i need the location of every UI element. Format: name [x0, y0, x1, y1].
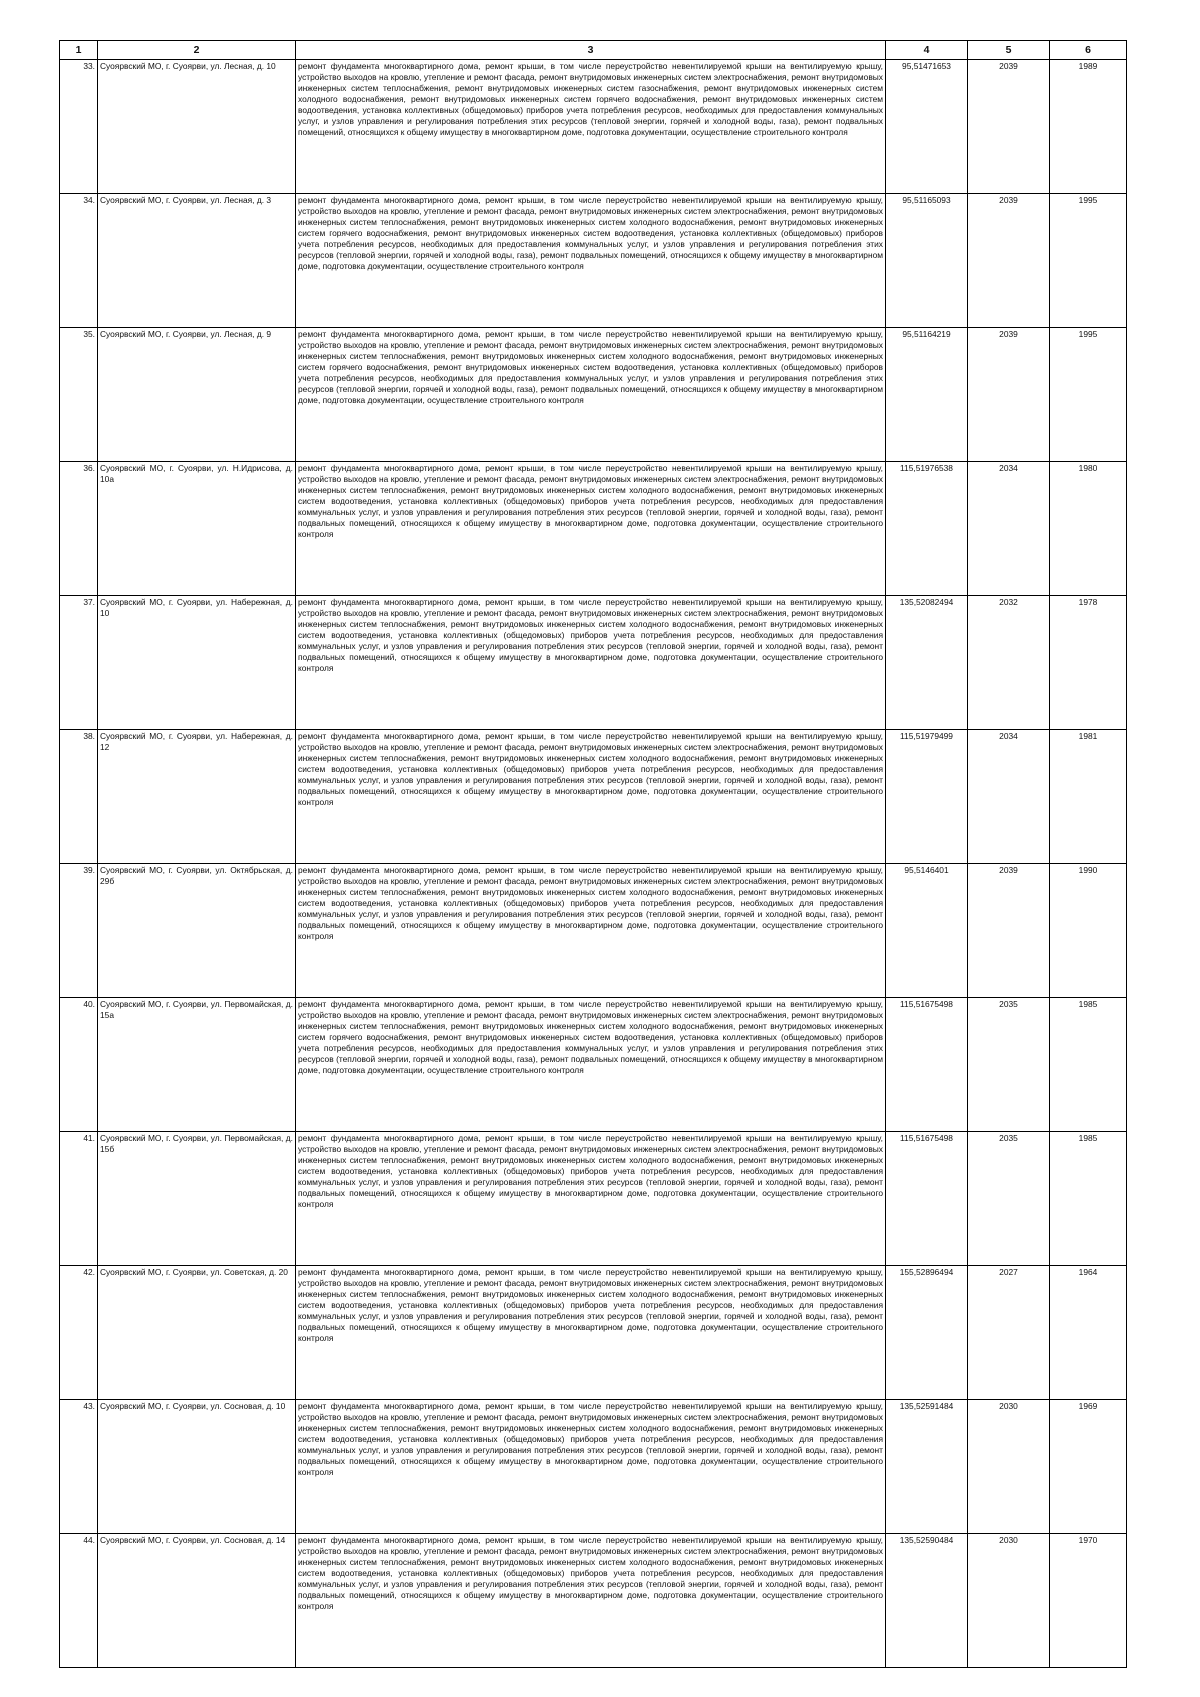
- cost-value: 135,52082494: [886, 596, 968, 730]
- planned-year: 2039: [968, 60, 1050, 194]
- table-row: [60, 864, 1127, 998]
- planned-year: 2035: [968, 1132, 1050, 1266]
- planned-year: 2030: [968, 1534, 1050, 1668]
- building-address: Суоярвский МО, г. Суоярви, ул. Набережная, д. 12: [98, 730, 296, 864]
- row-number: 35.: [60, 328, 98, 462]
- header-col-5: 5: [968, 41, 1050, 60]
- cost-value: 115,51675498: [886, 1132, 968, 1266]
- repair-works: ремонт фундамента многоквартирного дома, ремонт крыши, в том числе переустройство невентилируемой крыши на вентилируемую крышу, устройство выходов на кровлю, утепление и ремонт фасада, ремонт внутридомовых инженерных систем электроснабжения, ремонт внутридомовых инженерных систем теплоснабжения, ремонт внутридомовых инженерных систем холодного водоснабжения, ремонт внутридомовых инженерных систем водоотведения, установка коллективных (общедомовых) приборов учета потребления ресурсов, необходимых для предоставления коммунальных услуг, и узлов управления и регулирования потребления этих ресурсов (тепловой энергии, горячей и холодной воды, газа), ремонт подвальных помещений, относящихся к общему имуществу в многоквартирном доме, подготовка документации, осуществление строительного контроля: [296, 864, 886, 998]
- cost-value: 115,51675498: [886, 998, 968, 1132]
- building-address: Суоярвский МО, г. Суоярви, ул. Лесная, д. 3: [98, 194, 296, 328]
- build-year: 1995: [1050, 194, 1127, 328]
- build-year: 1970: [1050, 1534, 1127, 1668]
- table-row: [60, 328, 1127, 462]
- row-number: 39.: [60, 864, 98, 998]
- building-address: Суоярвский МО, г. Суоярви, ул. Лесная, д. 9: [98, 328, 296, 462]
- header-col-6: 6: [1050, 41, 1127, 60]
- table-row: [60, 998, 1127, 1132]
- row-number: 42.: [60, 1266, 98, 1400]
- cost-value: 115,51976538: [886, 462, 968, 596]
- row-number: 40.: [60, 998, 98, 1132]
- build-year: 1978: [1050, 596, 1127, 730]
- planned-year: 2039: [968, 328, 1050, 462]
- build-year: 1985: [1050, 998, 1127, 1132]
- planned-year: 2032: [968, 596, 1050, 730]
- repair-works: ремонт фундамента многоквартирного дома, ремонт крыши, в том числе переустройство невентилируемой крыши на вентилируемую крышу, устройство выходов на кровлю, утепление и ремонт фасада, ремонт внутридомовых инженерных систем электроснабжения, ремонт внутридомовых инженерных систем теплоснабжения, ремонт внутридомовых инженерных систем холодного водоснабжения, ремонт внутридомовых инженерных систем водоотведения, установка коллективных (общедомовых) приборов учета потребления ресурсов, необходимых для предоставления коммунальных услуг, и узлов управления и регулирования потребления этих ресурсов (тепловой энергии, горячей и холодной воды, газа), ремонт подвальных помещений, относящихся к общему имуществу в многоквартирном доме, подготовка документации, осуществление строительного контроля: [296, 462, 886, 596]
- planned-year: 2039: [968, 194, 1050, 328]
- table-row: [60, 194, 1127, 328]
- building-address: Суоярвский МО, г. Суоярви, ул. Первомайская, д. 15б: [98, 1132, 296, 1266]
- planned-year: 2035: [968, 998, 1050, 1132]
- row-number: 33.: [60, 60, 98, 194]
- build-year: 1990: [1050, 864, 1127, 998]
- repair-works: ремонт фундамента многоквартирного дома, ремонт крыши, в том числе переустройство невентилируемой крыши на вентилируемую крышу, устройство выходов на кровлю, утепление и ремонт фасада, ремонт внутридомовых инженерных систем электроснабжения, ремонт внутридомовых инженерных систем теплоснабжения, ремонт внутридомовых инженерных систем холодного водоснабжения, ремонт внутридомовых инженерных систем водоотведения, установка коллективных (общедомовых) приборов учета потребления ресурсов, необходимых для предоставления коммунальных услуг, и узлов управления и регулирования потребления этих ресурсов (тепловой энергии, горячей и холодной воды, газа), ремонт подвальных помещений, относящихся к общему имуществу в многоквартирном доме, подготовка документации, осуществление строительного контроля: [296, 1534, 886, 1668]
- build-year: 1985: [1050, 1132, 1127, 1266]
- planned-year: 2039: [968, 864, 1050, 998]
- header-row: [60, 41, 1127, 60]
- building-address: Суоярвский МО, г. Суоярви, ул. Лесная, д. 10: [98, 60, 296, 194]
- repair-works: ремонт фундамента многоквартирного дома, ремонт крыши, в том числе переустройство невентилируемой крыши на вентилируемую крышу, устройство выходов на кровлю, утепление и ремонт фасада, ремонт внутридомовых инженерных систем электроснабжения, ремонт внутридомовых инженерных систем теплоснабжения, ремонт внутридомовых инженерных систем холодного водоснабжения, ремонт внутридомовых инженерных систем горячего водоснабжения, ремонт внутридомовых инженерных систем водоотведения, установка коллективных (общедомовых) приборов учета потребления ресурсов, необходимых для предоставления коммунальных услуг, и узлов управления и регулирования потребления этих ресурсов (тепловой энергии, горячей и холодной воды, газа), ремонт подвальных помещений, относящихся к общему имуществу в многоквартирном доме, подготовка документации, осуществление строительного контроля: [296, 998, 886, 1132]
- repair-works: ремонт фундамента многоквартирного дома, ремонт крыши, в том числе переустройство невентилируемой крыши на вентилируемую крышу, устройство выходов на кровлю, утепление и ремонт фасада, ремонт внутридомовых инженерных систем электроснабжения, ремонт внутридомовых инженерных систем теплоснабжения, ремонт внутридомовых инженерных систем холодного водоснабжения, ремонт внутридомовых инженерных систем горячего водоснабжения, ремонт внутридомовых инженерных систем водоотведения, установка коллективных (общедомовых) приборов учета потребления ресурсов, необходимых для предоставления коммунальных услуг, и узлов управления и регулирования потребления этих ресурсов (тепловой энергии, горячей и холодной воды, газа), ремонт подвальных помещений, относящихся к общему имуществу в многоквартирном доме, подготовка документации, осуществление строительного контроля: [296, 328, 886, 462]
- planned-year: 2027: [968, 1266, 1050, 1400]
- cost-value: 95,51164219: [886, 328, 968, 462]
- cost-value: 95,51165093: [886, 194, 968, 328]
- table-row: [60, 730, 1127, 864]
- table-row: [60, 462, 1127, 596]
- cost-value: 115,51979499: [886, 730, 968, 864]
- row-number: 38.: [60, 730, 98, 864]
- header-col-1: 1: [60, 41, 98, 60]
- build-year: 1989: [1050, 60, 1127, 194]
- row-number: 36.: [60, 462, 98, 596]
- building-address: Суоярвский МО, г. Суоярви, ул. Октябрьская, д. 29б: [98, 864, 296, 998]
- row-number: 43.: [60, 1400, 98, 1534]
- build-year: 1964: [1050, 1266, 1127, 1400]
- table-row: [60, 1266, 1127, 1400]
- repair-works: ремонт фундамента многоквартирного дома, ремонт крыши, в том числе переустройство невентилируемой крыши на вентилируемую крышу, устройство выходов на кровлю, утепление и ремонт фасада, ремонт внутридомовых инженерных систем электроснабжения, ремонт внутридомовых инженерных систем теплоснабжения, ремонт внутридомовых инженерных систем холодного водоснабжения, ремонт внутридомовых инженерных систем водоотведения, установка коллективных (общедомовых) приборов учета потребления ресурсов, необходимых для предоставления коммунальных услуг, и узлов управления и регулирования потребления этих ресурсов (тепловой энергии, горячей и холодной воды, газа), ремонт подвальных помещений, относящихся к общему имуществу в многоквартирном доме, подготовка документации, осуществление строительного контроля: [296, 1400, 886, 1534]
- table-row: [60, 596, 1127, 730]
- building-address: Суоярвский МО, г. Суоярви, ул. Набережная, д. 10: [98, 596, 296, 730]
- building-address: Суоярвский МО, г. Суоярви, ул. Сосновая, д. 14: [98, 1534, 296, 1668]
- repair-works: ремонт фундамента многоквартирного дома, ремонт крыши, в том числе переустройство невентилируемой крыши на вентилируемую крышу, устройство выходов на кровлю, утепление и ремонт фасада, ремонт внутридомовых инженерных систем электроснабжения, ремонт внутридомовых инженерных систем теплоснабжения, ремонт внутридомовых инженерных систем газоснабжения, ремонт внутридомовых инженерных систем холодного водоснабжения, ремонт внутридомовых инженерных систем горячего водоснабжения, ремонт внутридомовых инженерных систем водоотведения, установка коллективных (общедомовых) приборов учета потребления ресурсов, необходимых для предоставления коммунальных услуг, и узлов управления и регулирования потребления этих ресурсов (тепловой энергии, горячей и холодной воды, газа), ремонт подвальных помещений, относящихся к общему имуществу в многоквартирном доме, подготовка документации, осуществление строительного контроля: [296, 60, 886, 194]
- building-address: Суоярвский МО, г. Суоярви, ул. Первомайская, д. 15а: [98, 998, 296, 1132]
- row-number: 34.: [60, 194, 98, 328]
- building-address: Суоярвский МО, г. Суоярви, ул. Советская, д. 20: [98, 1266, 296, 1400]
- table-row: [60, 1132, 1127, 1266]
- repair-works: ремонт фундамента многоквартирного дома, ремонт крыши, в том числе переустройство невентилируемой крыши на вентилируемую крышу, устройство выходов на кровлю, утепление и ремонт фасада, ремонт внутридомовых инженерных систем электроснабжения, ремонт внутридомовых инженерных систем теплоснабжения, ремонт внутридомовых инженерных систем холодного водоснабжения, ремонт внутридомовых инженерных систем водоотведения, установка коллективных (общедомовых) приборов учета потребления ресурсов, необходимых для предоставления коммунальных услуг, и узлов управления и регулирования потребления этих ресурсов (тепловой энергии, горячей и холодной воды, газа), ремонт подвальных помещений, относящихся к общему имуществу в многоквартирном доме, подготовка документации, осуществление строительного контроля: [296, 1266, 886, 1400]
- header-col-2: 2: [98, 41, 296, 60]
- table-row: [60, 60, 1127, 194]
- cost-value: 95,51471653: [886, 60, 968, 194]
- row-number: 37.: [60, 596, 98, 730]
- build-year: 1981: [1050, 730, 1127, 864]
- row-number: 44.: [60, 1534, 98, 1668]
- header-col-4: 4: [886, 41, 968, 60]
- table-row: [60, 1400, 1127, 1534]
- repair-works: ремонт фундамента многоквартирного дома, ремонт крыши, в том числе переустройство невентилируемой крыши на вентилируемую крышу, устройство выходов на кровлю, утепление и ремонт фасада, ремонт внутридомовых инженерных систем электроснабжения, ремонт внутридомовых инженерных систем теплоснабжения, ремонт внутридомовых инженерных систем холодного водоснабжения, ремонт внутридомовых инженерных систем водоотведения, установка коллективных (общедомовых) приборов учета потребления ресурсов, необходимых для предоставления коммунальных услуг, и узлов управления и регулирования потребления этих ресурсов (тепловой энергии, горячей и холодной воды, газа), ремонт подвальных помещений, относящихся к общему имуществу в многоквартирном доме, подготовка документации, осуществление строительного контроля: [296, 1132, 886, 1266]
- building-address: Суоярвский МО, г. Суоярви, ул. Сосновая, д. 10: [98, 1400, 296, 1534]
- repair-works: ремонт фундамента многоквартирного дома, ремонт крыши, в том числе переустройство невентилируемой крыши на вентилируемую крышу, устройство выходов на кровлю, утепление и ремонт фасада, ремонт внутридомовых инженерных систем электроснабжения, ремонт внутридомовых инженерных систем теплоснабжения, ремонт внутридомовых инженерных систем холодного водоснабжения, ремонт внутридомовых инженерных систем водоотведения, установка коллективных (общедомовых) приборов учета потребления ресурсов, необходимых для предоставления коммунальных услуг, и узлов управления и регулирования потребления этих ресурсов (тепловой энергии, горячей и холодной воды, газа), ремонт подвальных помещений, относящихся к общему имуществу в многоквартирном доме, подготовка документации, осуществление строительного контроля: [296, 730, 886, 864]
- cost-value: 135,52590484: [886, 1534, 968, 1668]
- repair-works: ремонт фундамента многоквартирного дома, ремонт крыши, в том числе переустройство невентилируемой крыши на вентилируемую крышу, устройство выходов на кровлю, утепление и ремонт фасада, ремонт внутридомовых инженерных систем электроснабжения, ремонт внутридомовых инженерных систем теплоснабжения, ремонт внутридомовых инженерных систем холодного водоснабжения, ремонт внутридомовых инженерных систем горячего водоснабжения, ремонт внутридомовых инженерных систем водоотведения, установка коллективных (общедомовых) приборов учета потребления ресурсов, необходимых для предоставления коммунальных услуг, и узлов управления и регулирования потребления этих ресурсов (тепловой энергии, горячей и холодной воды, газа), ремонт подвальных помещений, относящихся к общему имуществу в многоквартирном доме, подготовка документации, осуществление строительного контроля: [296, 194, 886, 328]
- cost-value: 135,52591484: [886, 1400, 968, 1534]
- building-address: Суоярвский МО, г. Суоярви, ул. Н.Идрисова, д. 10а: [98, 462, 296, 596]
- planned-year: 2034: [968, 730, 1050, 864]
- repair-program-table: [59, 40, 1127, 1668]
- repair-works: ремонт фундамента многоквартирного дома, ремонт крыши, в том числе переустройство невентилируемой крыши на вентилируемую крышу, устройство выходов на кровлю, утепление и ремонт фасада, ремонт внутридомовых инженерных систем электроснабжения, ремонт внутридомовых инженерных систем теплоснабжения, ремонт внутридомовых инженерных систем холодного водоснабжения, ремонт внутридомовых инженерных систем водоотведения, установка коллективных (общедомовых) приборов учета потребления ресурсов, необходимых для предоставления коммунальных услуг, и узлов управления и регулирования потребления этих ресурсов (тепловой энергии, горячей и холодной воды, газа), ремонт подвальных помещений, относящихся к общему имуществу в многоквартирном доме, подготовка документации, осуществление строительного контроля: [296, 596, 886, 730]
- row-number: 41.: [60, 1132, 98, 1266]
- cost-value: 155,52896494: [886, 1266, 968, 1400]
- planned-year: 2030: [968, 1400, 1050, 1534]
- header-col-3: 3: [296, 41, 886, 60]
- cost-value: 95,5146401: [886, 864, 968, 998]
- table-row: [60, 1534, 1127, 1668]
- build-year: 1969: [1050, 1400, 1127, 1534]
- planned-year: 2034: [968, 462, 1050, 596]
- build-year: 1980: [1050, 462, 1127, 596]
- build-year: 1995: [1050, 328, 1127, 462]
